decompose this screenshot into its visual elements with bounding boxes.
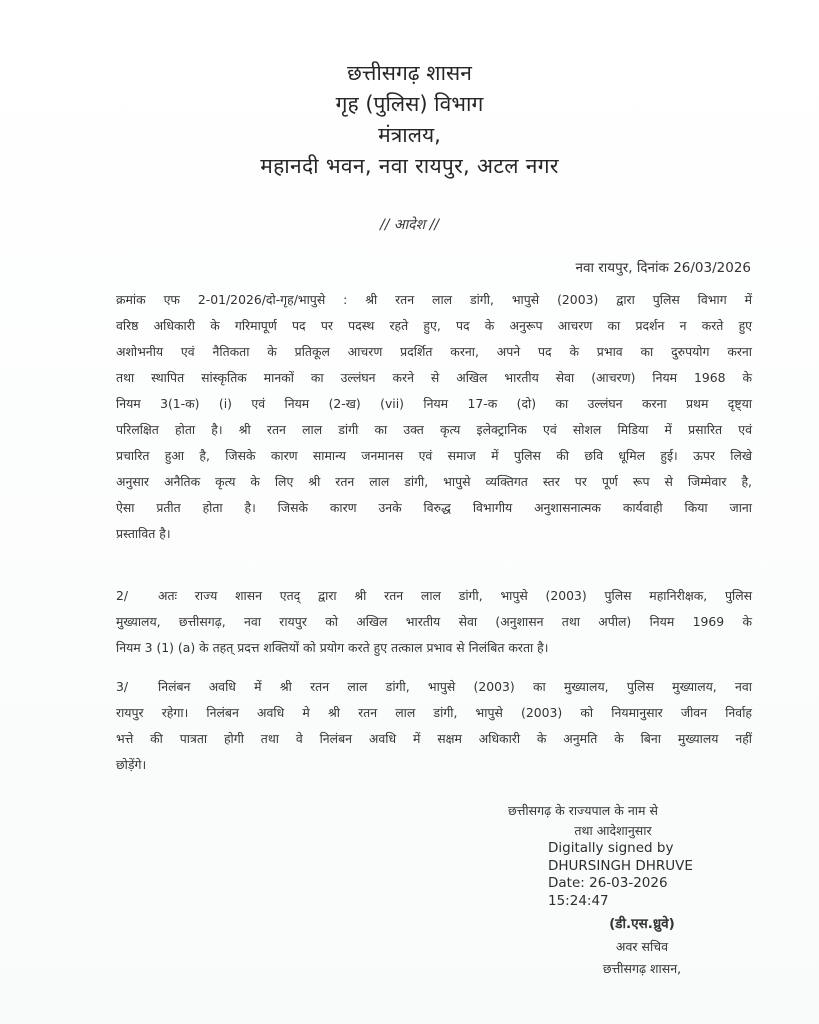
text-line: नियम 3 (1) (a) के तहत् प्रदत्त शक्तियों को प्रयोग करते हुए तत्काल प्रभाव से निलंबित करता है। — [116, 640, 549, 655]
paragraph-2 — [116, 583, 752, 661]
department-name: गृह (पुलिस) विभाग — [335, 92, 484, 116]
place-and-date: नवा रायपुर, दिनांक 26/03/2026 — [575, 260, 751, 276]
signatory-designation: अवर सचिव — [615, 939, 669, 954]
office-address: महानदी भवन, नवा रायपुर, अटल नगर — [260, 154, 559, 178]
order-title: // आदेश // — [379, 217, 440, 233]
text-line: तथा स्थापित सांस्कृतिक मानकों का उल्लंघन करने से अखिल भारतीय सेवा (आचरण) नियम 1968 के — [116, 370, 752, 385]
text-line: क्रमांक एफ 2-01/2026/दो-गृह/भापुसे : श्री रतन लाल डांगी, भापुसे (2003) द्वारा पुलिस विभाग में — [116, 292, 752, 307]
text-line: मुख्यालय, छत्तीसगढ़, नवा रायपुर को अखिल भारतीय सेवा (अनुशासन तथा अपील) नियम 1969 के — [116, 614, 752, 629]
text-line: नियम 3(1-क) (i) एवं नियम (2-ख) (vii) नियम 17-क (दो) का उल्लंघन करना प्रथम दृष्ट्या — [116, 396, 752, 411]
paragraph-number: 2/ — [116, 588, 129, 603]
text-line — [116, 583, 752, 609]
text-line: भत्ते की पात्रता होगी तथा वे निलंबन अवधि में सक्षम अधिकारी के अनुमति के बिना मुख्यालय नहीं — [116, 731, 752, 746]
text-line: प्रस्तावित है। — [116, 526, 171, 541]
text-line-content: निलंबन अवधि में श्री रतन लाल डांगी, भापुसे (2003) का मुख्यालय, पुलिस मुख्यालय, नवा — [158, 679, 752, 694]
digital-signature-label: Digitally signed by — [548, 840, 674, 856]
text-line — [116, 674, 752, 700]
text-line: प्रचारित हुआ है, जिसके कारण सामान्य जनमानस एवं समाज में पुलिस की छवि धूमिल हुई। ऊपर लिखे — [116, 448, 752, 463]
text-line: वरिष्ठ अधिकारी के गरिमापूर्ण पद पर पदस्थ रहते हुए, पद के अनुरूप आचरण का प्रदर्शन न करते हुए — [116, 318, 752, 333]
paragraph-3 — [116, 674, 752, 778]
text-line: परिलक्षित होता है। श्री रतन लाल डांगी का उक्त कृत्य इलेक्ट्रानिक एवं सोशल मिडिया में प्रसारित एवं — [116, 422, 752, 437]
letterhead — [0, 58, 819, 182]
signatory-name: (डी.एस.ध्रुवे) — [609, 916, 675, 932]
signature-block — [508, 800, 738, 980]
text-line: छोड़ेंगे। — [116, 757, 147, 772]
digital-signature-date: Date: 26-03-2026 — [548, 875, 668, 891]
signatory-government: छत्तीसगढ़ शासन, — [602, 961, 682, 976]
digital-signature-time: 15:24:47 — [548, 892, 609, 909]
digital-signature-signer: DHURSINGH DHRUVE — [548, 857, 693, 874]
on-behalf-of-governor: छत्तीसगढ़ के राज्यपाल के नाम से — [508, 803, 658, 818]
paragraph-number: 3/ — [116, 679, 129, 694]
government-name: छत्तीसगढ़ शासन — [347, 61, 472, 85]
text-line: अनुसार अनैतिक कृत्य के लिए श्री रतन लाल डांगी, भापुसे व्यक्तिगत स्तर पर पूर्ण रूप से जिम्मेवार है, — [116, 474, 752, 489]
paragraph-1 — [116, 287, 752, 547]
text-line: ऐसा प्रतीत होता है। जिसके कारण उनके विरुद्ध विभागीय अनुशासनात्मक कार्यवाही किया जाना — [116, 500, 752, 515]
text-line-content: अतः राज्य शासन एतद् द्वारा श्री रतन लाल डांगी, भापुसे (2003) पुलिस महानिरीक्षक, पुलिस — [158, 588, 752, 603]
text-line: रायपुर रहेगा। निलंबन अवधि मे श्री रतन लाल डांगी, भापुसे (2003) को नियमानुसार जीवन निर्वाह — [116, 705, 752, 720]
ministry-name: मंत्रालय, — [378, 123, 441, 147]
by-order: तथा आदेशानुसार — [574, 823, 652, 838]
text-line: अशोभनीय एवं नैतिकता के प्रतिकूल आचरण प्रदर्शित करना, अपने पद के प्रभाव का दुरुपयोग करना — [116, 344, 752, 359]
